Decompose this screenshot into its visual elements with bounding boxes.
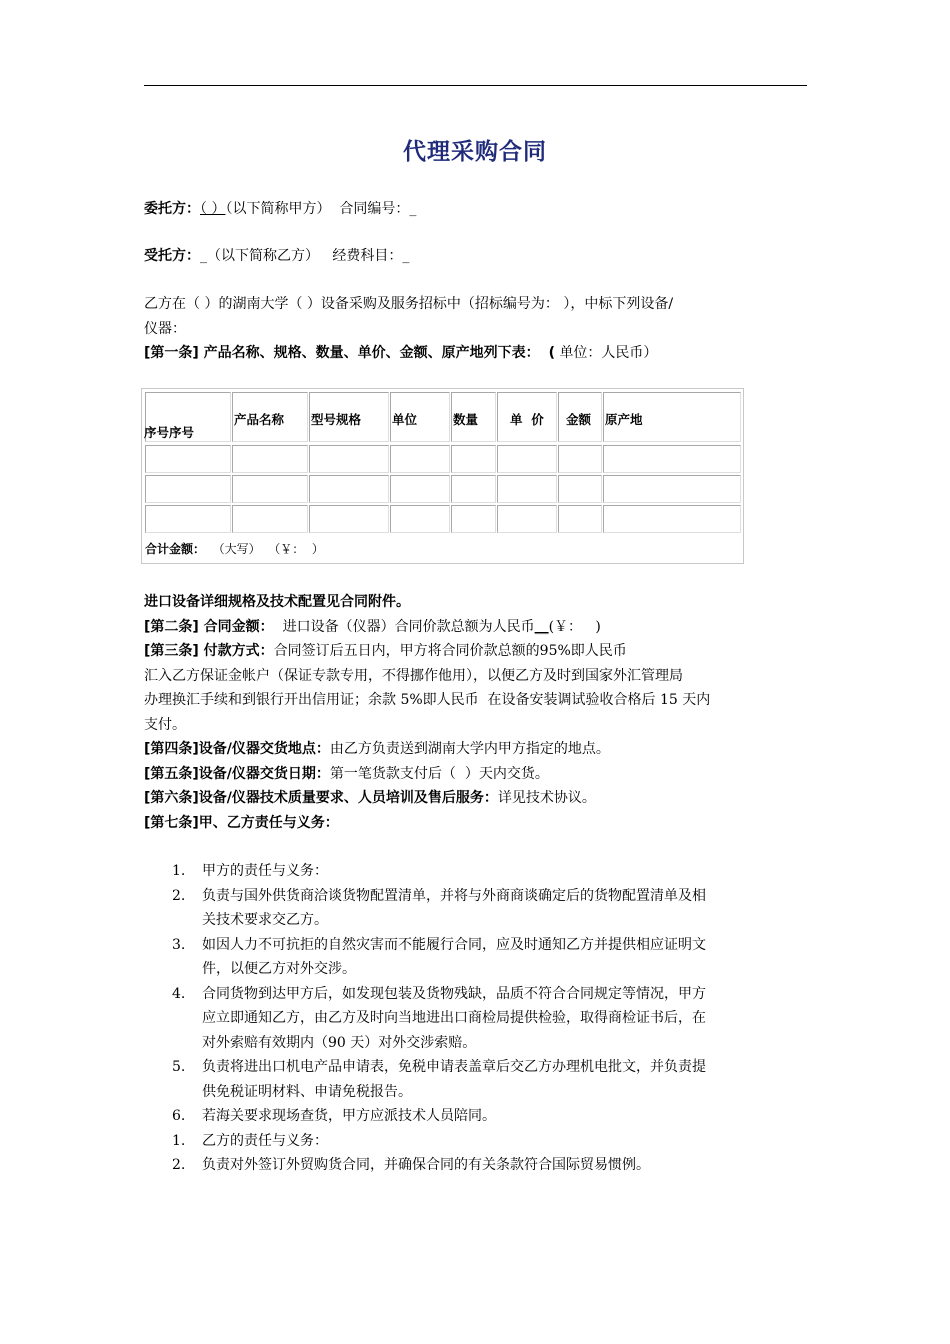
list-item-text: 关技术要求交乙方。 <box>202 912 328 928</box>
intro-paragraph <box>144 292 809 341</box>
table-cell <box>603 505 741 533</box>
list-item-number: 3. <box>172 936 186 953</box>
article2-text: 进口设备（仪器）合同价款总额为人民币 <box>273 618 535 635</box>
list-item-text: 对外索赔有效期内（90 天）对外交涉索赔。 <box>202 1034 477 1051</box>
list-item-text: 乙方的责任与义务： <box>202 1132 328 1149</box>
table-total-row <box>145 540 324 557</box>
list-item-text: 负责对外签订外贸购货合同，并确保合同的有关条款符合国际贸易惯例。 <box>202 1157 650 1173</box>
contract-number-label: 合同编号：_ <box>339 201 417 217</box>
list-item-text: 甲方的责任与义务： <box>202 863 328 879</box>
article1-unit-paren: ( <box>548 345 555 361</box>
table-header-product: 产品名称 <box>234 412 285 427</box>
list-item <box>172 933 812 982</box>
list-item-number: 4. <box>172 985 186 1002</box>
article3-line-4: 支付。 <box>144 716 186 733</box>
list-item <box>172 884 812 933</box>
table-cell <box>390 505 450 533</box>
intro-line: 仪器： <box>144 320 186 337</box>
obligations-list <box>172 859 812 1178</box>
list-item-number: 2. <box>172 887 186 904</box>
table-cell <box>558 505 602 533</box>
article4-heading: [第四条]设备/仪器交货地点： <box>144 741 330 757</box>
table-header-model: 型号规格 <box>311 412 362 427</box>
list-item-number: 6. <box>172 1108 186 1124</box>
table-cell <box>390 445 450 473</box>
list-item-text: 若海关要求现场查货，甲方应派技术人员陪同。 <box>202 1108 496 1124</box>
table-cell <box>232 445 308 473</box>
list-item-text: 件，以便乙方对外交涉。 <box>202 961 356 977</box>
article1-unit: 单位：人民币） <box>559 345 658 361</box>
table-cell <box>309 475 389 503</box>
article6-line <box>144 786 809 811</box>
article3-line-2: 汇入乙方保证金帐户（保证专款专用，不得挪作他用），以便乙方及时到国家外汇管理局 <box>144 667 683 684</box>
import-note: 进口设备详细规格及技术配置见合同附件。 <box>144 594 410 610</box>
article2-line <box>144 615 809 640</box>
list-item <box>172 1129 812 1154</box>
table-cell <box>145 475 231 503</box>
top-divider <box>144 85 807 86</box>
agent-label: 受托方： <box>144 248 200 264</box>
client-suffix: （以下简称甲方） <box>225 201 331 217</box>
table-cell <box>451 445 496 473</box>
article6-heading: [第六条]设备/仪器技术质量要求、人员培训及售后服务： <box>144 790 498 806</box>
article5-text: 第一笔货款支付后（ ）天内交货。 <box>329 765 549 782</box>
table-header-seq: 序号序号 <box>144 425 195 440</box>
article4-line <box>144 737 809 762</box>
table-cell <box>309 445 389 473</box>
list-item-number: 5. <box>172 1059 186 1075</box>
article5-heading: [第五条]设备/仪器交货日期： <box>144 765 330 782</box>
page-title: 代理采购合同 <box>403 139 547 165</box>
table-cell <box>451 475 496 503</box>
list-item-text: 应立即通知乙方，由乙方及时向当地进出口商检局提供检验，取得商检证书后，在 <box>202 1010 706 1026</box>
article3-line-3: 办理换汇手续和到银行开出信用证；余款 5%即人民币 在设备安装调试验收合格后 15 天内 <box>144 692 711 708</box>
table-cell <box>145 505 231 533</box>
table-cell <box>497 475 557 503</box>
list-item-text: 如因人力不可抗拒的自然灾害而不能履行合同，应及时通知乙方并提供相应证明文 <box>202 936 706 953</box>
table-cell <box>497 505 557 533</box>
list-item-number: 1. <box>172 863 186 879</box>
list-item-text: 供免税证明材料、申请免税报告。 <box>202 1083 412 1100</box>
article7-heading: [第七条]甲、乙方责任与义务： <box>144 814 339 831</box>
article2-heading: [第二条] 合同金额： <box>144 618 274 635</box>
table-cell <box>232 475 308 503</box>
budget-label: 经费科目：_ <box>332 248 410 264</box>
article1-line <box>144 343 657 363</box>
table-cell <box>558 475 602 503</box>
agent-line <box>144 246 409 266</box>
table-header-price: 单 价 <box>510 412 544 427</box>
table-header-qty: 数量 <box>453 412 479 427</box>
list-item-text: 负责将进出口机电产品申请表，免税申请表盖章后交乙方办理机电批文，并负责提 <box>202 1059 706 1075</box>
table-cell <box>603 445 741 473</box>
table-cell <box>497 445 557 473</box>
total-value: （大写） （￥： ） <box>212 542 324 556</box>
list-item <box>172 982 812 1056</box>
total-label: 合计金额： <box>145 542 206 556</box>
table-cell <box>390 475 450 503</box>
article7-line <box>144 811 809 836</box>
articles-block <box>144 590 809 835</box>
article1-heading: [第一条] 产品名称、规格、数量、单价、金额、原产地列下表： <box>144 345 540 361</box>
table-cell <box>232 505 308 533</box>
list-item-number: 2. <box>172 1157 186 1173</box>
article2-blank: __ <box>534 618 549 635</box>
list-item <box>172 1104 812 1129</box>
agent-text: _（以下简称乙方） <box>200 248 319 264</box>
article4-text: 由乙方负责送到湖南大学内甲方指定的地点。 <box>329 741 610 757</box>
intro-line: 乙方在（ ）的湖南大学（ ）设备采购及服务招标中（招标编号为： ），中标下列设备/ <box>144 296 674 312</box>
table-cell <box>309 505 389 533</box>
table-header-amount: 金额 <box>566 412 592 427</box>
list-item-number: 1. <box>172 1132 186 1149</box>
client-blank: （ ） <box>200 201 226 217</box>
table-cell <box>145 445 231 473</box>
article5-line <box>144 762 809 787</box>
table-header-unit: 单位 <box>392 412 418 427</box>
list-item-text: 合同货物到达甲方后，如发现包装及货物残缺，品质不符合合同规定等情况，甲方 <box>202 985 706 1002</box>
table-cell <box>558 445 602 473</box>
list-item <box>172 1055 812 1104</box>
table-cell <box>603 475 741 503</box>
list-item-text: 负责与国外供货商洽谈货物配置清单，并将与外商商谈确定后的货物配置清单及相 <box>202 887 706 904</box>
table-cell <box>451 505 496 533</box>
client-label: 委托方： <box>144 201 200 217</box>
table-header-origin: 原产地 <box>605 412 643 427</box>
article2-amount: (￥： ) <box>548 618 601 635</box>
article3-line <box>144 639 809 664</box>
client-line <box>144 199 416 219</box>
list-item <box>172 1153 812 1178</box>
list-item <box>172 859 812 884</box>
article3-heading: [第三条] 付款方式： <box>144 643 274 659</box>
article6-text: 详见技术协议。 <box>497 790 596 806</box>
article3-text: 合同签订后五日内，甲方将合同价款总额的95%即人民币 <box>273 643 627 659</box>
